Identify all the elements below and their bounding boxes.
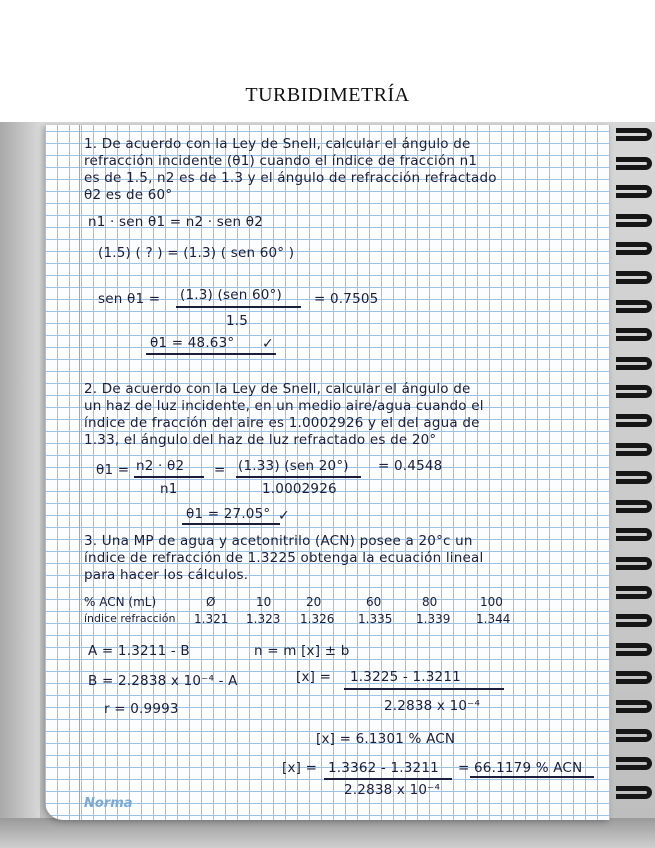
q2-line-4: 1.33, el ángulo del haz de luz refractado es de 20° <box>84 432 437 448</box>
q3-correlation: r = 0.9993 <box>104 701 179 717</box>
q3-x2-denominator: 2.2838 x 10⁻⁴ <box>344 782 441 798</box>
q2-line-3: índice de fracción del aire es 1.0002926 y el del agua de <box>84 415 480 431</box>
q1-answer: θ1 = 48.63° <box>150 335 235 351</box>
q2-result: = 0.4548 <box>378 458 443 474</box>
q1-snell-equation: n1 · sen θ1 = n2 · sen θ2 <box>88 214 264 230</box>
q3-linear-model: n = m [x] ± b <box>254 643 350 659</box>
margin-line <box>79 125 80 820</box>
spiral-ring <box>616 643 652 656</box>
left-shadow <box>0 122 40 822</box>
table-header-cell: 10 <box>256 595 272 609</box>
check-mark-icon: ✓ <box>278 508 290 524</box>
q1-answer-underline <box>146 353 276 355</box>
spiral-ring <box>616 614 652 627</box>
q1-line-2: refracción incidente (θ1) cuando el índice de fracción n1 <box>84 153 478 169</box>
spiral-ring <box>616 443 652 456</box>
q3-line-1: 3. Una MP de agua y acetonitrilo (ACN) posee a 20°c un <box>84 533 473 549</box>
q3-x-label: [x] = <box>296 669 332 685</box>
spiral-ring <box>616 557 652 570</box>
q1-substitution: (1.5) ( ? ) = (1.3) ( sen 60° ) <box>98 245 295 261</box>
q2-left-numerator: n2 · θ2 <box>136 458 185 474</box>
q2-answer: θ1 = 27.05° <box>186 506 271 522</box>
table-cell: 1.321 <box>194 612 229 626</box>
q1-fraction-result: = 0.7505 <box>314 291 379 307</box>
q3-x2-result: = 66.1179 % ACN <box>458 760 583 776</box>
q3-x2-fraction-bar <box>324 778 452 780</box>
table-header-cell: 80 <box>422 595 438 609</box>
spiral-ring <box>616 471 652 484</box>
spiral-ring <box>616 500 652 513</box>
spiral-ring <box>616 700 652 713</box>
q3-x2-result-underline <box>470 776 594 778</box>
table-cell: 1.323 <box>246 612 281 626</box>
spiral-ring <box>616 128 652 141</box>
spiral-ring <box>616 385 652 398</box>
q1-fraction-numerator: (1.3) (sen 60°) <box>180 287 282 303</box>
table-header-cell: 20 <box>306 595 322 609</box>
q3-slope: B = 2.2838 x 10⁻⁴ - A <box>88 673 238 689</box>
spiral-ring <box>616 300 652 313</box>
table-cell: 1.339 <box>416 612 451 626</box>
q2-line-1: 2. De acuerdo con la Ley de Snell, calcular el ángulo de <box>84 381 471 397</box>
check-mark-icon: ✓ <box>262 336 274 352</box>
table-cell: 1.335 <box>358 612 393 626</box>
page-title: TURBIDIMETRÍA <box>245 84 410 106</box>
q2-line-2: un haz de luz incidente, en un medio aire/agua cuando el <box>84 398 484 414</box>
spiral-ring <box>616 757 652 770</box>
spiral-ring <box>616 242 652 255</box>
spiral-ring <box>616 671 652 684</box>
q3-x-numerator: 1.3225 - 1.3211 <box>350 669 461 685</box>
table-header-cell: Ø <box>206 595 216 609</box>
spiral-ring <box>616 528 652 541</box>
spiral-ring <box>616 185 652 198</box>
table-row-label: índice refracción <box>84 612 176 625</box>
q2-answer-underline <box>182 523 280 525</box>
q1-line-1: 1. De acuerdo con la Ley de Snell, calcular el ángulo de <box>84 136 471 152</box>
q3-x-denominator: 2.2838 x 10⁻⁴ <box>384 698 481 714</box>
q2-right-numerator: (1.33) (sen 20°) <box>238 458 349 474</box>
spiral-ring <box>616 586 652 599</box>
q2-theta-label: θ1 = <box>96 462 130 478</box>
table-header-cell: 100 <box>480 595 503 609</box>
spiral-ring <box>616 157 652 170</box>
q3-x2-label: [x] = <box>282 760 318 776</box>
q1-fraction-bar <box>176 306 301 308</box>
q1-fraction-denominator: 1.5 <box>226 313 249 329</box>
q2-left-fraction-bar <box>134 476 204 478</box>
q3-line-3: para hacer los cálculos. <box>84 567 249 583</box>
q3-x-fraction-bar <box>344 688 504 690</box>
q2-equals: = <box>214 462 226 478</box>
norma-logo: Norma <box>84 796 133 811</box>
q2-left-denominator: n1 <box>160 481 178 497</box>
spiral-ring <box>616 414 652 427</box>
spiral-ring <box>616 214 652 227</box>
q1-line-3: es de 1.5, n2 es de 1.3 y el ángulo de refracción refractado <box>84 170 497 186</box>
spiral-ring <box>616 729 652 742</box>
table-cell: 1.326 <box>300 612 335 626</box>
q1-fraction-label: sen θ1 = <box>98 291 161 307</box>
q3-x-result: [x] = 6.1301 % ACN <box>316 731 456 747</box>
q3-line-2: índice de refracción de 1.3225 obtenga la ecuación lineal <box>84 550 484 566</box>
q3-x2-numerator: 1.3362 - 1.3211 <box>328 760 439 776</box>
spiral-ring <box>616 786 652 799</box>
q2-right-denominator: 1.0002926 <box>262 481 337 497</box>
table-header-cell: 60 <box>366 595 382 609</box>
spiral-ring <box>616 271 652 284</box>
q3-intercept: A = 1.3211 - B <box>88 643 190 659</box>
table-header-label: % ACN (mL) <box>84 595 157 609</box>
table-cell: 1.344 <box>476 612 511 626</box>
bottom-band <box>0 818 655 848</box>
spiral-ring <box>616 328 652 341</box>
q2-right-fraction-bar <box>236 476 361 478</box>
spiral-binding <box>612 128 655 818</box>
spiral-ring <box>616 357 652 370</box>
q1-line-4: θ2 es de 60° <box>84 187 173 203</box>
